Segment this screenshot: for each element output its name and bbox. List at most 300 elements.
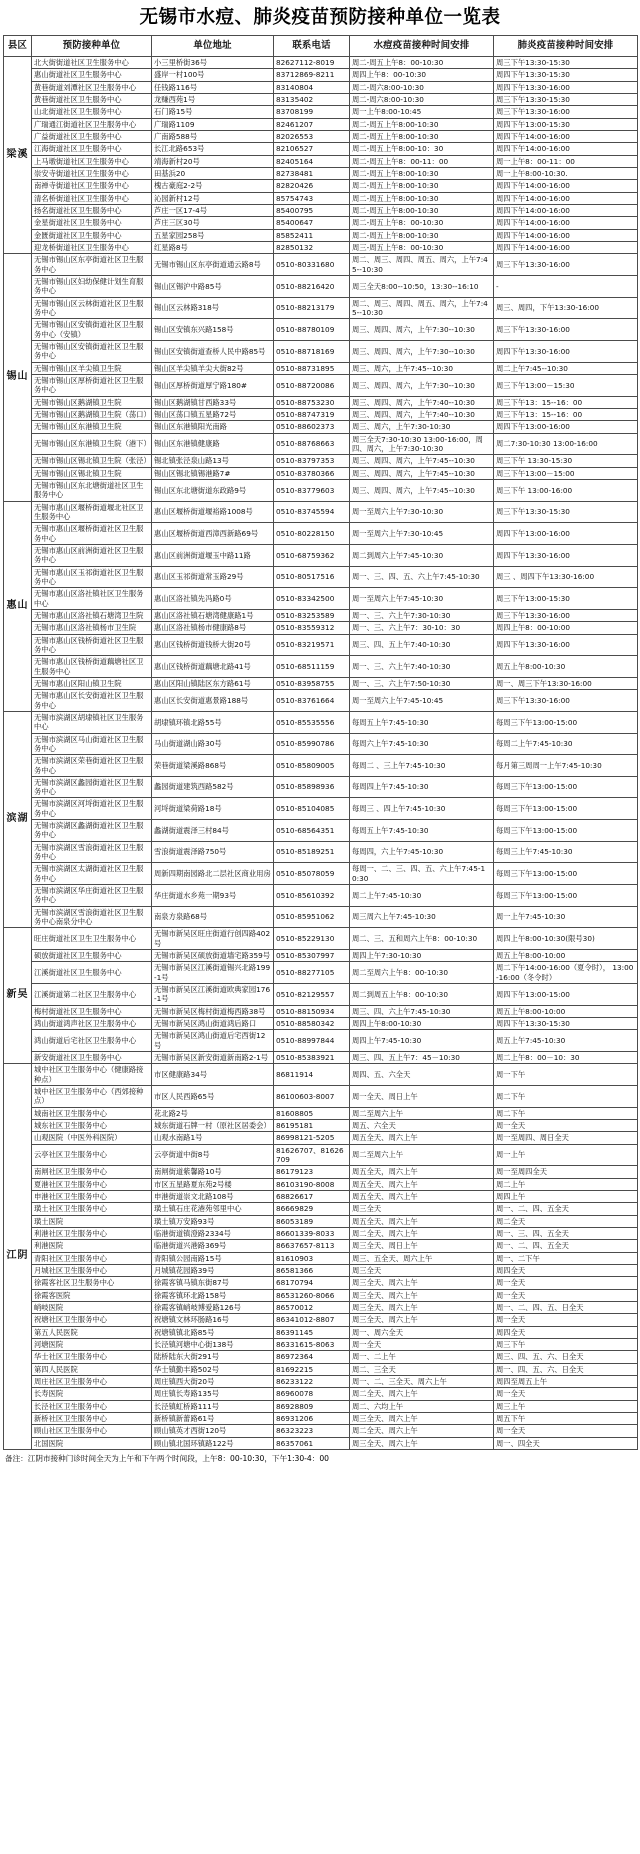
table-row [4,479,638,501]
unit-cell: 无锡市滨湖区胡埭镇社区卫生服务中心 [32,711,152,733]
pneumonia-schedule-cell: 周三下午13:00-15:30 [494,588,638,610]
address-cell: 无锡市新吴区鸿山街道后宅西街12号 [152,1030,274,1052]
unit-cell: 第四人民医院 [32,1363,152,1375]
address-cell: 长泾镇虹桥路111号 [152,1400,274,1412]
address-cell: 锡山区安镇街道查桥人民中路85号 [152,341,274,363]
phone-cell: 86531260-8066 [274,1289,350,1301]
pneumonia-schedule-cell: 周一全天 [494,1277,638,1289]
varicella-schedule-cell: 周二全天、周六上午 [350,1388,494,1400]
pneumonia-schedule-cell: 周三下午13:30-16:00 [494,609,638,621]
address-cell: 小三里桥街36号 [152,57,274,69]
pneumonia-schedule-cell: 周三、四、五、六、日全天 [494,1351,638,1363]
table-row [4,1351,638,1363]
address-cell: 锡山区锡北镇锡港路7# [152,467,274,479]
pneumonia-schedule-cell: 周四上午8:00-10:30(限号30) [494,928,638,950]
district-cell: 惠山 [4,501,32,711]
table-row [4,1178,638,1190]
phone-cell: 81692215 [274,1363,350,1375]
varicella-schedule-cell: 周一、三、六上午7:40-10:30 [350,656,494,678]
varicella-schedule-cell: 周二-周五上午8:00-10:30 [350,168,494,180]
unit-cell: 惠山街道社区卫生服务中心 [32,69,152,81]
phone-cell: 86323223 [274,1425,350,1437]
table-body [4,57,638,1450]
varicella-schedule-cell: 周二全天、周六上午 [350,1227,494,1239]
pneumonia-schedule-cell: 周三下午13:30-16:00 [494,319,638,341]
phone-cell: 0510-85990786 [274,733,350,755]
phone-cell: 86960078 [274,1388,350,1400]
varicella-schedule-cell: 每周一、二、三、四、五、六上午7:45-10:30 [350,863,494,885]
phone-cell: 86811914 [274,1064,350,1086]
address-cell: 长泾镇河塘中心街138号 [152,1338,274,1350]
table-row [4,455,638,467]
address-cell: 申港街道崇文北路108号 [152,1190,274,1202]
phone-cell: 0510-88780109 [274,319,350,341]
unit-cell: 广益街道社区卫生服务中心 [32,131,152,143]
pneumonia-schedule-cell: 周四全天 [494,1264,638,1276]
pneumonia-schedule-cell: 周三、周四，下午13:30-16:00 [494,297,638,319]
column-header-unit: 预防接种单位 [32,36,152,57]
phone-cell: 0510-80228150 [274,523,350,545]
column-header-pneumonia: 肺炎疫苗接种时间安排 [494,36,638,57]
pneumonia-schedule-cell: 周一至周四、周日全天 [494,1132,638,1144]
table-row [4,421,638,433]
table-row [4,1388,638,1400]
varicella-schedule-cell: 周一至周六上午7:30-10:30 [350,501,494,523]
pneumonia-schedule-cell: 周五上午7:45-10:30 [494,1030,638,1052]
table-row [4,362,638,374]
address-cell: 锡山区东港镇阳光南路 [152,421,274,433]
varicella-schedule-cell: 周五全天、周六上午 [350,1178,494,1190]
table-row [4,1301,638,1313]
unit-cell: 新桥社区卫生服务中心 [32,1412,152,1424]
unit-cell: 无锡市锡山区锡北镇卫生院（张泾） [32,455,152,467]
table-row [4,180,638,192]
phone-cell: 86100603-8007 [274,1086,350,1108]
phone-cell: 0510-85229130 [274,928,350,950]
pneumonia-schedule-cell: 周三下午 [494,1338,638,1350]
address-cell: 锡山区东港镇健康路 [152,433,274,455]
phone-cell: 86581366 [274,1264,350,1276]
varicella-schedule-cell: 周二-周五上午8:00-10:30 [350,229,494,241]
phone-cell: 86972364 [274,1351,350,1363]
table-row [4,1252,638,1264]
table-row [4,690,638,712]
address-cell: 锡山区鹅湖镇甘西路33号 [152,396,274,408]
table-row [4,755,638,777]
address-cell: 芦庄三区30号 [152,217,274,229]
table-row [4,467,638,479]
pneumonia-schedule-cell: 周一至周四全天 [494,1166,638,1178]
pneumonia-schedule-cell: 周三 、周四下午13:30-16:00 [494,566,638,588]
pneumonia-schedule-cell: 周三下午13：15--16：00 [494,396,638,408]
address-cell: 荣巷街道梁溪路868号 [152,755,274,777]
table-row [4,375,638,397]
varicella-schedule-cell: 周三全天8:00--10:50，13:30--16:10 [350,276,494,298]
unit-cell: 夏港社区卫生服务中心 [32,1178,152,1190]
unit-cell: 新安街道社区卫生服务中心 [32,1052,152,1064]
phone-cell: 86931206 [274,1412,350,1424]
address-cell: 祝塘镇文林环肠路16号 [152,1314,274,1326]
varicella-schedule-cell: 周二到周五上午8：00-10:30 [350,984,494,1006]
phone-cell: 0510-85104085 [274,798,350,820]
phone-cell: 82461207 [274,118,350,130]
phone-cell: 86570012 [274,1301,350,1313]
phone-cell: 0510-83219571 [274,634,350,656]
varicella-schedule-cell: 周四上午8：00-10:30 [350,69,494,81]
unit-cell: 无锡市锡山区东港镇卫生院 [32,421,152,433]
varicella-schedule-cell: 周二全天、周六上午 [350,1425,494,1437]
table-row [4,523,638,545]
footnote: 备注：江阴市接种门诊时间全天为上午和下午两个时间段，上午8：00-10:30，下午1:30-4：00 [5,1453,329,1463]
address-cell: 长江北路653号 [152,143,274,155]
varicella-schedule-cell: 每周四，六上午7:45-10:30 [350,841,494,863]
table-header [4,36,638,57]
varicella-schedule-cell: 每周二 、三上午7:45-10:30 [350,755,494,777]
phone-cell: 86233122 [274,1375,350,1387]
table-row [4,1240,638,1252]
phone-cell: 85852411 [274,229,350,241]
table-row [4,962,638,984]
unit-cell: 崇安寺街道社区卫生服务中心 [32,168,152,180]
address-cell: 蠡湖街道震泽三村84号 [152,820,274,842]
table-row [4,94,638,106]
unit-cell: 云亭社区卫生服务中心 [32,1144,152,1166]
table-row [4,885,638,907]
pneumonia-schedule-cell: 周四下午13:30-16:00 [494,634,638,656]
address-cell: 龙赚西苑1号 [152,94,274,106]
unit-cell: 无锡市锡山区东北塘街道社区卫生服务中心 [32,479,152,501]
pneumonia-schedule-cell: 周四下午13:30-16:00 [494,544,638,566]
varicella-schedule-cell: 周四上午8:00-10:30 [350,1018,494,1030]
unit-cell: 无锡市锡山区东亭街道社区卫生服务中心 [32,254,152,276]
varicella-schedule-cell: 周二-周六8:00-10:30 [350,94,494,106]
column-header-phone: 联系电话 [274,36,350,57]
table-row [4,205,638,217]
phone-cell: 86341012-8807 [274,1314,350,1326]
address-cell: 锡山区荡口镇五星路72号 [152,409,274,421]
unit-cell: 无锡市锡山区厚桥街道社区卫生服务中心 [32,375,152,397]
pneumonia-schedule-cell: 每周三上午7:45-10:30 [494,841,638,863]
pneumonia-schedule-cell: 周二7:30-10:30 13:00-16:00 [494,433,638,455]
table-row [4,69,638,81]
address-cell: 盛岸一村100号 [152,69,274,81]
table-row [4,984,638,1006]
pneumonia-schedule-cell: 周四下午14:00-16:00 [494,205,638,217]
table-row [4,57,638,69]
varicella-schedule-cell: 周二-周五上午8:00-10:30 [350,131,494,143]
pneumonia-schedule-cell: 周三下午13:30-16:00 [494,106,638,118]
varicella-schedule-cell: 周三全天、周六上午 [350,1437,494,1449]
table-row [4,1400,638,1412]
varicella-schedule-cell: 周二至周六上午 [350,1144,494,1166]
pneumonia-schedule-cell: 周一上午7:45-10:30 [494,906,638,928]
unit-cell: 徐霞客社区卫生服务中心 [32,1277,152,1289]
phone-cell: 86053189 [274,1215,350,1227]
table-row [4,1190,638,1202]
varicella-schedule-cell: 周二-周五上午8:00-10：30 [350,143,494,155]
varicella-schedule-cell: 周三、周四、周六，上午7:40--10:30 [350,396,494,408]
pneumonia-schedule-cell: 周四下午13:30-16:00 [494,341,638,363]
table-row [4,588,638,610]
unit-cell: 利港社区卫生服务中心 [32,1227,152,1239]
table-row [4,733,638,755]
varicella-schedule-cell: 周二到周六上午7:45-10:30 [350,544,494,566]
unit-cell: 无锡市滨湖区雪浪街道社区卫生服务中心 [32,841,152,863]
pneumonia-schedule-cell: 周四下午14:00-16:00 [494,217,638,229]
table-row [4,1215,638,1227]
phone-cell: 0510-85535556 [274,711,350,733]
address-cell: 无锡市新吴区鸿山街道鸿后路口 [152,1018,274,1030]
table-row [4,297,638,319]
table-row [4,1203,638,1215]
address-cell: 徐霞客镇峭岐博爱路126号 [152,1301,274,1313]
pneumonia-schedule-cell: 周三下午 13:30-15:30 [494,455,638,467]
unit-cell: 鸿山街道后宅社区卫生服务中心 [32,1030,152,1052]
table-row [4,81,638,93]
phone-cell: 86179123 [274,1166,350,1178]
address-cell: 芦庄一区17-4号 [152,205,274,217]
address-cell: 徐霞客镇马镇东街87号 [152,1277,274,1289]
unit-cell: 硕放街道社区卫生服务中心 [32,950,152,962]
varicella-schedule-cell: 周一、周六全天 [350,1326,494,1338]
table-row [4,863,638,885]
table-row [4,820,638,842]
address-cell: 惠山区长安街道惠景路188号 [152,690,274,712]
pneumonia-schedule-cell: 周三下午13:30-15:30 [494,501,638,523]
varicella-schedule-cell: 周三、四、六上午7:45-10:30 [350,1005,494,1017]
address-cell: 无锡市新吴区旺庄街道行创四路402号 [152,928,274,950]
varicella-schedule-cell: 周三全天 [350,1203,494,1215]
district-cell: 梁溪 [4,57,32,254]
unit-cell: 无锡市滨湖区荣巷街道社区卫生服务中心 [32,755,152,777]
phone-cell: 86928809 [274,1400,350,1412]
varicella-schedule-cell: 周三周六上午7:45-10:30 [350,906,494,928]
phone-cell: 0510-68564351 [274,820,350,842]
unit-cell: 无锡市惠山区洛社镇石塘湾卫生院 [32,609,152,621]
unit-cell: 北大街街道社区卫生服务中心 [32,57,152,69]
phone-cell: 83135402 [274,94,350,106]
address-cell: 市区人民西路65号 [152,1086,274,1108]
address-cell: 锡山区羊尖镇羊尖大街82号 [152,362,274,374]
table-row [4,776,638,798]
pneumonia-schedule-cell: 每周二上午7:45-10:30 [494,733,638,755]
table-row [4,1412,638,1424]
address-cell: 锡北镇张泾泉山路13号 [152,455,274,467]
pneumonia-schedule-cell: 周五上午8:00-10:00 [494,1005,638,1017]
address-cell: 河埒街道梁荷路18号 [152,798,274,820]
table-row [4,1289,638,1301]
table-row [4,906,638,928]
address-cell: 惠山区钱桥街道钱桥大街20号 [152,634,274,656]
phone-cell: 68170794 [274,1277,350,1289]
table-row [4,1064,638,1086]
varicella-schedule-cell: 周四上午7:30-10:30 [350,950,494,962]
pneumonia-schedule-cell: 周四上午 [494,1190,638,1202]
unit-cell: 无锡市滨湖区河埒街道社区卫生服务中心 [32,798,152,820]
address-cell: 任钱路116号 [152,81,274,93]
phone-cell: 0510-82129557 [274,984,350,1006]
address-cell: 沁园新村12号 [152,192,274,204]
varicella-schedule-cell: 周一至周六上午7:45-10:30 [350,588,494,610]
varicella-schedule-cell: 周三、周四、周六，上午7:30--10:30 [350,319,494,341]
phone-cell: 0510-83797353 [274,455,350,467]
table-row [4,1338,638,1350]
varicella-schedule-cell: 周三、周四、周六，上午7:45--10:30 [350,479,494,501]
phone-cell: 83712869-8211 [274,69,350,81]
varicella-schedule-cell: 周二-周五上午8:00-10:30 [350,205,494,217]
unit-cell: 梅村街道社区卫生服务中心 [32,1005,152,1017]
varicella-schedule-cell: 周二-周五上午8：00-10:30 [350,57,494,69]
address-cell: 青阳镇公园南路15号 [152,1252,274,1264]
pneumonia-schedule-cell: 周一下午 [494,1064,638,1086]
unit-cell: 无锡市锡山区鹅湖镇卫生院 [32,396,152,408]
unit-cell: 无锡市滨湖区蠡园街道社区卫生服务中心 [32,776,152,798]
varicella-schedule-cell: 周三全天、周六上午 [350,1301,494,1313]
varicella-schedule-cell: 周二-周五上午8：00-10:30 [350,217,494,229]
pneumonia-schedule-cell: 每周三下午13:00-15:00 [494,711,638,733]
phone-cell: 0510-83745594 [274,501,350,523]
pneumonia-schedule-cell: 每周三下午13:00-15:00 [494,820,638,842]
pneumonia-schedule-cell: 周三下午13：15--16：00 [494,409,638,421]
table-row [4,1144,638,1166]
varicella-schedule-cell: 周二-周六8:00-10:30 [350,81,494,93]
unit-cell: 江溪街道社区卫生服务中心 [32,962,152,984]
unit-cell: 月城社区卫生服务中心 [32,1264,152,1276]
unit-cell: 无锡市锡山区安镇街道社区卫生服务中心 [32,341,152,363]
address-cell: 马山街道湖山路30号 [152,733,274,755]
address-cell: 南闸街道紫馨路10号 [152,1166,274,1178]
table-row [4,1005,638,1017]
district-cell: 锡山 [4,254,32,501]
address-cell: 无锡市新吴区江溪街道锡兴北路199-1号 [152,962,274,984]
table-row [4,950,638,962]
unit-cell: 城东社区卫生服务中心 [32,1120,152,1132]
table-row [4,1132,638,1144]
address-cell: 靖海新村20号 [152,155,274,167]
unit-cell: 无锡市锡山区安镇街道社区卫生服务中心（安镇） [32,319,152,341]
address-cell: 锡山区锡沪中路85号 [152,276,274,298]
address-cell: 胡埭镇环镇北路55号 [152,711,274,733]
table-row [4,319,638,341]
unit-cell: 旺庄街道社区卫生卫生服务中心 [32,928,152,950]
unit-cell: 长泾社区卫生服务中心 [32,1400,152,1412]
varicella-schedule-cell: 周三、周四、周六，上午7:30--10:30 [350,341,494,363]
varicella-schedule-cell: 周二-周五上午8:00-10:30 [350,118,494,130]
district-cell: 新吴 [4,928,32,1064]
phone-cell: 0510-80517516 [274,566,350,588]
unit-cell: 峭岐医院 [32,1301,152,1313]
phone-cell: 0510-83559312 [274,622,350,634]
unit-cell: 利港医院 [32,1240,152,1252]
pneumonia-schedule-cell: 周一全天 [494,1425,638,1437]
pneumonia-schedule-cell: 周四下午13:00-15:00 [494,984,638,1006]
address-cell: 惠山区钱桥街道藕塘北路41号 [152,656,274,678]
table-row [4,841,638,863]
phone-cell: 82850132 [274,242,350,254]
table-row [4,677,638,689]
table-row [4,1086,638,1108]
unit-cell: 黄巷街道刘潭社区卫生服务中心 [32,81,152,93]
phone-cell: 0510-88602373 [274,421,350,433]
table-row [4,798,638,820]
varicella-schedule-cell: 周五全天、周六上午 [350,1215,494,1227]
phone-cell: 0510-85951062 [274,906,350,928]
table-row [4,341,638,363]
address-cell: 石门路15号 [152,106,274,118]
phone-cell: 86637657-8113 [274,1240,350,1252]
varicella-schedule-cell: 周二、三全天 [350,1363,494,1375]
address-cell: 广瑞路1109 [152,118,274,130]
address-cell: 锡山区厚桥街道厚宁路180# [152,375,274,397]
unit-cell: 无锡市锡山区妇幼保健计划生育服务中心 [32,276,152,298]
pneumonia-schedule-cell: 周二上午7:45--10:30 [494,362,638,374]
unit-cell: 申港社区卫生服务中心 [32,1190,152,1202]
phone-cell: 0510-85383921 [274,1052,350,1064]
table-row [4,1264,638,1276]
pneumonia-schedule-cell: 周一全天 [494,1314,638,1326]
varicella-schedule-cell: 周二上午7:45-10:30 [350,885,494,907]
varicella-schedule-cell: 周二至周六上午8：00-10:30 [350,962,494,984]
table-row [4,131,638,143]
unit-cell: 青阳社区卫生服务中心 [32,1252,152,1264]
phone-cell: 82627112-8019 [274,57,350,69]
phone-cell: 0510-88580342 [274,1018,350,1030]
table-row [4,501,638,523]
pneumonia-schedule-cell: 周一全天 [494,1120,638,1132]
pneumonia-schedule-cell: 周四下午13:30-15:30 [494,1018,638,1030]
phone-cell: 0510-85610392 [274,885,350,907]
district-cell: 滨湖 [4,711,32,928]
varicella-schedule-cell: 周五、六全天 [350,1120,494,1132]
address-cell: 周庄镇长寿路135号 [152,1388,274,1400]
address-cell: 惠山区阳山镇陆区东方路61号 [152,677,274,689]
table-row [4,1166,638,1178]
unit-cell: 南闸社区卫生服务中心 [32,1166,152,1178]
table-row [4,409,638,421]
address-cell: 惠山区玉祁街道常玉路29号 [152,566,274,588]
varicella-schedule-cell: 周三、四、五上午7:40-10:30 [350,634,494,656]
unit-cell: 祝塘社区卫生服务中心 [32,1314,152,1326]
address-cell: 锡山区东北塘街道东政路9号 [152,479,274,501]
phone-cell: 0510-88277105 [274,962,350,984]
pneumonia-schedule-cell: 周四下午13:00-16:00 [494,421,638,433]
phone-cell: 0510-88768663 [274,433,350,455]
pneumonia-schedule-cell: 周三上午 [494,1400,638,1412]
pneumonia-schedule-cell: 周五上午8:00-10:00 [494,950,638,962]
varicella-schedule-cell: 周一上午8:00-10:45 [350,106,494,118]
pneumonia-schedule-cell: - [494,276,638,298]
phone-cell: 86391145 [274,1326,350,1338]
address-cell: 广南路588号 [152,131,274,143]
unit-cell: 北国医院 [32,1437,152,1449]
address-cell: 华士镇勤丰路502号 [152,1363,274,1375]
varicella-schedule-cell: 周三全天、周六上午 [350,1314,494,1326]
pneumonia-schedule-cell: 每周三下午13:00-15:00 [494,798,638,820]
table-row [4,634,638,656]
address-cell: 惠山区堰桥街道西漳西新路69号 [152,523,274,545]
pneumonia-schedule-cell: 周三下午13:00－15:00 [494,467,638,479]
unit-cell: 无锡市惠山区洛社镇杨市卫生院 [32,622,152,634]
phone-cell: 0510-68759362 [274,544,350,566]
varicella-schedule-cell: 周三全天7:30-10:30 13:00-16:00，周四、周六，上午7:30-10:30 [350,433,494,455]
phone-cell: 0510-88213179 [274,297,350,319]
address-cell: 市区健康路34号 [152,1064,274,1086]
phone-cell: 0510-83780366 [274,467,350,479]
table-row [4,155,638,167]
table-row [4,711,638,733]
varicella-schedule-cell: 周五全天、周六上午 [350,1132,494,1144]
table-row [4,656,638,678]
